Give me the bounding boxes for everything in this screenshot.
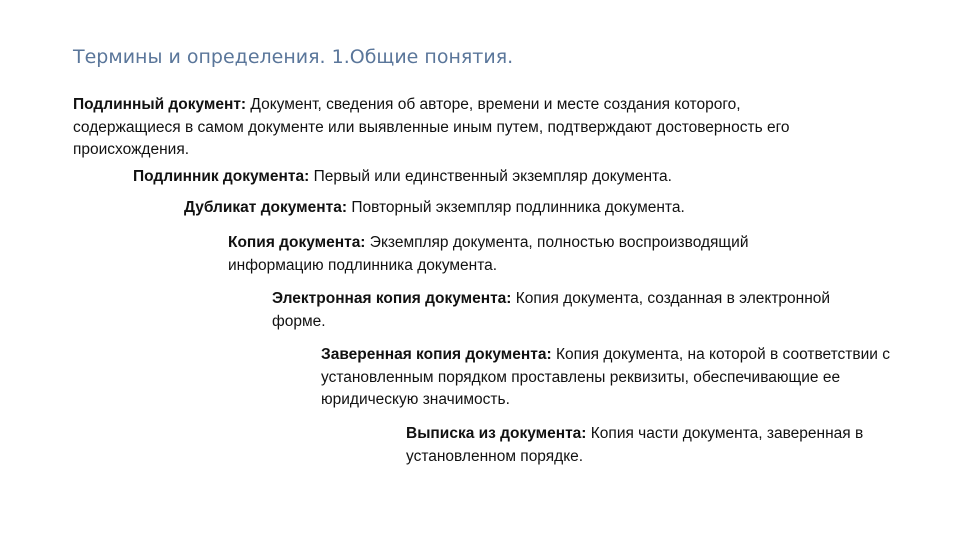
term-name: Подлинник документа: <box>133 168 310 185</box>
term-original-copy <box>133 166 833 189</box>
term-name: Подлинный документ: <box>73 96 247 113</box>
term-name: Выписка из документа: <box>406 425 587 442</box>
term-definition: Копия документа, созданная в электронной форме. <box>272 290 831 330</box>
term-name: Заверенная копия документа: <box>321 346 552 363</box>
term-duplicate <box>184 197 864 220</box>
term-name: Электронная копия документа: <box>272 290 512 307</box>
term-definition: Документ, сведения об авторе, времени и месте создания которого, содержащиеся в самом документе или выявленные иным путем, подтверждают достоверность его происхождения. <box>73 96 790 158</box>
term-name: Копия документа: <box>228 234 366 251</box>
term-definition: Копия документа, на которой в соответствии с установленным порядком проставлены реквизиты, обеспечивающие ее юридическую значимость. <box>321 346 891 408</box>
term-definition: Экземпляр документа, полностью воспроизводящий информацию подлинника документа. <box>228 234 749 274</box>
slide-title: Термины и определения. 1.Общие понятия. <box>73 46 514 68</box>
term-definition: Повторный экземпляр подлинника документа. <box>351 199 685 216</box>
term-name: Дубликат документа: <box>184 199 347 216</box>
term-original-document <box>73 94 833 162</box>
term-definition: Копия части документа, заверенная в установленном порядке. <box>406 425 864 465</box>
term-electronic-copy <box>272 288 872 333</box>
term-extract <box>406 423 906 468</box>
term-certified-copy <box>321 344 941 412</box>
term-definition: Первый или единственный экземпляр документа. <box>313 168 672 185</box>
term-copy <box>228 232 798 277</box>
